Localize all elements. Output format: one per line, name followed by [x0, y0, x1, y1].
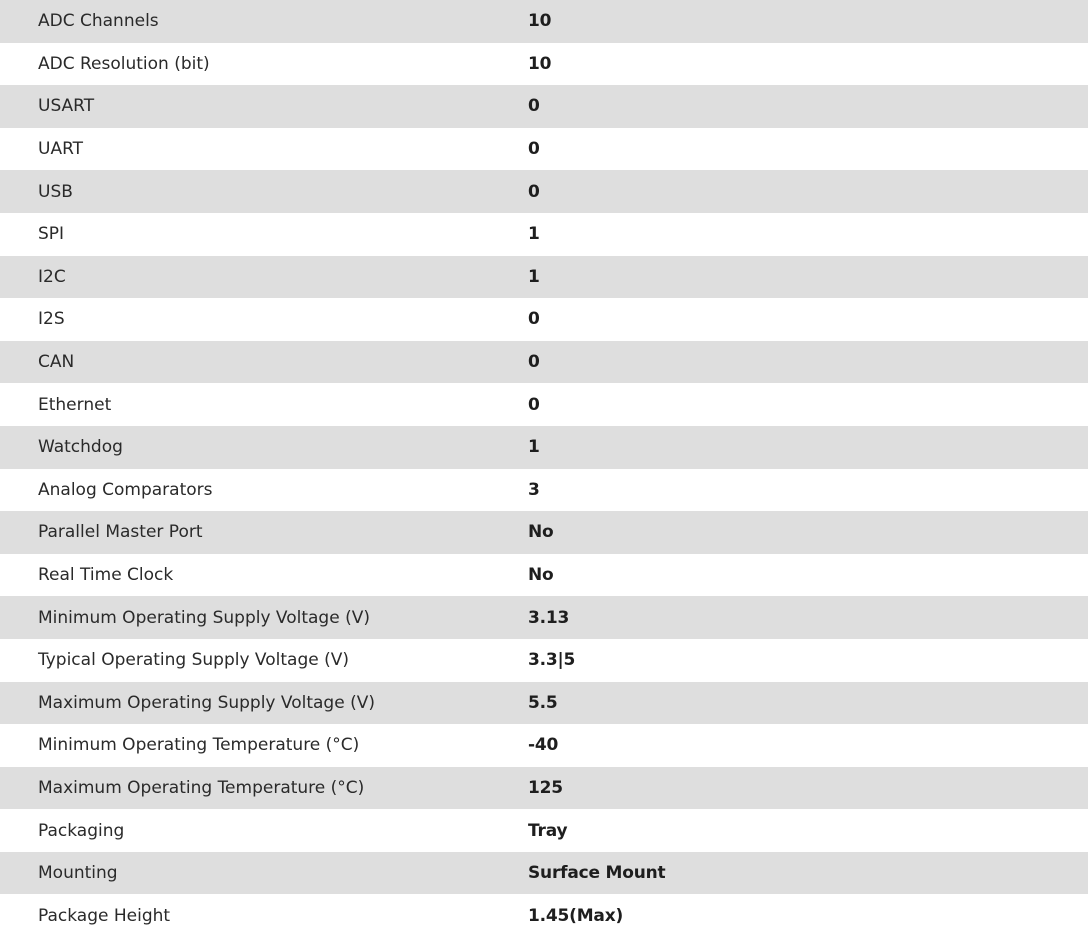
spec-value: 1 — [528, 224, 540, 245]
spec-value: -40 — [528, 735, 559, 756]
spec-value: 1.45(Max) — [528, 905, 624, 926]
spec-row-parallel-master-port — [0, 511, 1088, 554]
spec-value: Tray — [528, 820, 568, 841]
spec-value: 3.13 — [528, 607, 570, 628]
spec-value: 1 — [528, 437, 540, 458]
spec-value: 1 — [528, 266, 540, 287]
spec-value: 0 — [528, 181, 540, 202]
spec-value: 125 — [528, 777, 563, 798]
spec-label: Ethernet — [38, 394, 112, 415]
spec-label: Analog Comparators — [38, 479, 213, 500]
spec-label: Typical Operating Supply Voltage (V) — [38, 650, 349, 671]
spec-row-i2s — [0, 298, 1088, 341]
spec-row-can — [0, 341, 1088, 384]
spec-row-packaging — [0, 809, 1088, 852]
spec-value: 0 — [528, 309, 540, 330]
spec-label: Parallel Master Port — [38, 522, 203, 543]
spec-label: Minimum Operating Supply Voltage (V) — [38, 607, 370, 628]
spec-value: 0 — [528, 96, 540, 117]
spec-label: Minimum Operating Temperature (°C) — [38, 735, 360, 756]
spec-value: 0 — [528, 352, 540, 373]
spec-label: UART — [38, 139, 84, 160]
spec-value: Surface Mount — [528, 863, 666, 884]
spec-row-min-supply-voltage — [0, 596, 1088, 639]
spec-value: 5.5 — [528, 692, 558, 713]
spec-label: I2S — [38, 309, 65, 330]
spec-row-mounting — [0, 852, 1088, 895]
spec-row-spi — [0, 213, 1088, 256]
spec-label: Real Time Clock — [38, 565, 174, 586]
spec-label: Packaging — [38, 820, 125, 841]
spec-value: 10 — [528, 11, 552, 32]
spec-label: ADC Channels — [38, 11, 159, 32]
spec-row-max-supply-voltage — [0, 682, 1088, 725]
spec-row-max-temperature — [0, 767, 1088, 810]
spec-row-uart — [0, 128, 1088, 171]
spec-row-usart — [0, 85, 1088, 128]
spec-label: ADC Resolution (bit) — [38, 53, 210, 74]
spec-row-typ-supply-voltage — [0, 639, 1088, 682]
spec-value: 0 — [528, 139, 540, 160]
spec-label: Package Height — [38, 905, 171, 926]
spec-row-package-height — [0, 894, 1088, 937]
spec-value: 3 — [528, 479, 540, 500]
spec-label: Watchdog — [38, 437, 123, 458]
spec-value: No — [528, 565, 554, 586]
spec-label: USB — [38, 181, 73, 202]
spec-row-real-time-clock — [0, 554, 1088, 597]
spec-value: 3.3|5 — [528, 650, 576, 671]
spec-label: Maximum Operating Temperature (°C) — [38, 777, 365, 798]
spec-row-adc-resolution — [0, 43, 1088, 86]
spec-value: No — [528, 522, 554, 543]
spec-row-min-temperature — [0, 724, 1088, 767]
spec-row-usb — [0, 170, 1088, 213]
spec-label: Maximum Operating Supply Voltage (V) — [38, 692, 375, 713]
spec-row-ethernet — [0, 383, 1088, 426]
spec-label: I2C — [38, 266, 66, 287]
spec-label: CAN — [38, 352, 75, 373]
spec-row-analog-comparators — [0, 469, 1088, 512]
spec-label: USART — [38, 96, 95, 117]
spec-row-i2c — [0, 256, 1088, 299]
spec-label: Mounting — [38, 863, 118, 884]
spec-value: 10 — [528, 53, 552, 74]
spec-row-adc-channels — [0, 0, 1088, 43]
spec-label: SPI — [38, 224, 65, 245]
spec-value: 0 — [528, 394, 540, 415]
spec-row-watchdog — [0, 426, 1088, 469]
